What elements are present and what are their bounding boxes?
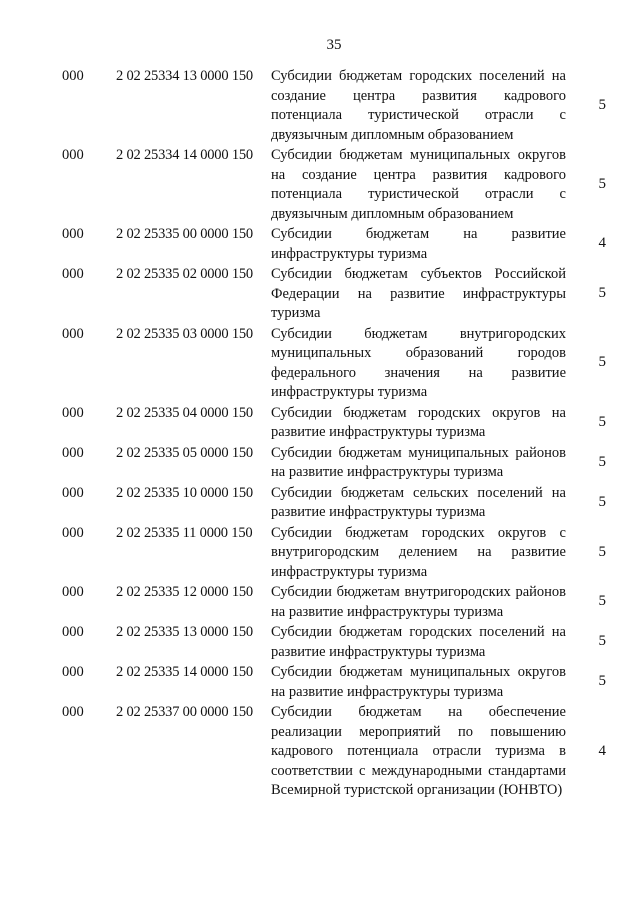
income-name-cell: Субсидии бюджетам муниципальных округов на создание центра развития кадрового потенциала туристической отрасли с двуязычным дипломным образованием bbox=[271, 147, 566, 222]
classification-code-cell: 2 02 25335 02 0000 150 bbox=[116, 266, 253, 282]
income-name-cell: Субсидии бюджетам внутригородских районов на развитие инфраструктуры туризма bbox=[271, 584, 566, 620]
table-row bbox=[62, 582, 608, 622]
admin-code-cell: 000 bbox=[62, 226, 84, 242]
value-text: 5 bbox=[598, 493, 606, 510]
table-row bbox=[62, 324, 608, 403]
admin-code-cell: 000 bbox=[62, 524, 84, 541]
income-name-cell: Субсидии бюджетам на обеспечение реализации мероприятий по повышению кадрового потенциала отрасли туризма в соответствии с международными стандартами Всемирной туристской организации (ЮНВТО) bbox=[271, 704, 566, 798]
value-text: 5 bbox=[598, 96, 606, 113]
page-number: 35 bbox=[326, 37, 342, 53]
admin-code-cell: 000 bbox=[62, 704, 84, 720]
income-name-cell: Субсидии бюджетам городских поселений на создание центра развития кадрового потенциала туристической отрасли с двуязычным дипломным образованием bbox=[271, 68, 566, 143]
value-text: 5 bbox=[598, 354, 606, 371]
classification-code-cell: 2 02 25334 13 0000 150 bbox=[116, 68, 253, 84]
classification-code-cell: 2 02 25335 14 0000 150 bbox=[116, 664, 253, 680]
admin-code-cell: 000 bbox=[62, 325, 84, 342]
admin-code-cell: 000 bbox=[62, 266, 84, 282]
value-text: 5 bbox=[598, 413, 606, 430]
admin-code-cell: 000 bbox=[62, 68, 84, 84]
income-name-cell: Субсидии бюджетам городских округов с внутригородским делением на развитие инфраструктуры туризма bbox=[271, 524, 566, 580]
admin-code-cell: 000 bbox=[62, 147, 84, 163]
income-name-cell: Субсидии бюджетам субъектов Российской Федерации на развитие инфраструктуры туризма bbox=[271, 266, 566, 321]
value-cell bbox=[566, 66, 608, 145]
table-row bbox=[62, 66, 608, 145]
value-cell bbox=[566, 443, 608, 483]
value-text: 4 bbox=[598, 235, 606, 252]
value-text: 5 bbox=[598, 175, 606, 192]
value-text: 5 bbox=[598, 673, 606, 690]
income-name-cell: Субсидии бюджетам внутригородских муниципальных образований городов федерального значения на развитие инфраструктуры туризма bbox=[271, 325, 566, 400]
value-text: 5 bbox=[598, 285, 606, 301]
classification-code-cell: 2 02 25335 03 0000 150 bbox=[116, 325, 253, 342]
value-cell bbox=[566, 483, 608, 523]
value-text: 5 bbox=[598, 453, 606, 470]
table-row bbox=[62, 483, 608, 523]
value-text: 5 bbox=[598, 633, 606, 650]
income-name-cell: Субсидии бюджетам муниципальных районов на развитие инфраструктуры туризма bbox=[271, 444, 566, 480]
value-cell bbox=[566, 702, 608, 801]
admin-code-cell: 000 bbox=[62, 624, 84, 640]
table-row bbox=[62, 662, 608, 702]
classification-code-cell: 2 02 25335 10 0000 150 bbox=[116, 484, 253, 501]
value-cell bbox=[566, 224, 608, 264]
value-text: 4 bbox=[598, 742, 606, 759]
admin-code-cell: 000 bbox=[62, 444, 84, 461]
value-cell bbox=[566, 324, 608, 403]
income-name-cell: Субсидии бюджетам сельских поселений на развитие инфраструктуры туризма bbox=[271, 484, 566, 520]
table-row bbox=[62, 264, 608, 324]
income-name-cell: Субсидии бюджетам на развитие инфраструктуры туризма bbox=[271, 226, 566, 262]
table-row bbox=[62, 403, 608, 443]
value-cell bbox=[566, 622, 608, 662]
income-name-cell: Субсидии бюджетам городских поселений на развитие инфраструктуры туризма bbox=[271, 624, 566, 660]
table-row bbox=[62, 145, 608, 224]
admin-code-cell: 000 bbox=[62, 404, 84, 421]
value-text: 5 bbox=[598, 593, 606, 610]
table-row bbox=[62, 622, 608, 662]
income-name-cell: Субсидии бюджетам муниципальных округов на развитие инфраструктуры туризма bbox=[271, 664, 566, 700]
classification-code-cell: 2 02 25335 13 0000 150 bbox=[116, 624, 253, 640]
value-cell bbox=[566, 662, 608, 702]
value-cell bbox=[566, 264, 608, 324]
classification-code-cell: 2 02 25335 00 0000 150 bbox=[116, 226, 253, 242]
admin-code-cell: 000 bbox=[62, 664, 84, 680]
value-cell bbox=[566, 523, 608, 583]
admin-code-cell: 000 bbox=[62, 484, 84, 501]
classification-code-cell: 2 02 25335 05 0000 150 bbox=[116, 444, 253, 461]
table-row bbox=[62, 702, 608, 801]
classification-code-cell: 2 02 25334 14 0000 150 bbox=[116, 147, 253, 163]
value-text: 5 bbox=[598, 543, 606, 560]
table-row bbox=[62, 443, 608, 483]
admin-code-cell: 000 bbox=[62, 584, 84, 600]
classification-code-cell: 2 02 25335 04 0000 150 bbox=[116, 404, 253, 421]
table-row bbox=[62, 523, 608, 583]
classification-code-cell: 2 02 25337 00 0000 150 bbox=[116, 704, 253, 720]
value-cell bbox=[566, 582, 608, 622]
table-row bbox=[62, 224, 608, 264]
value-cell bbox=[566, 403, 608, 443]
classification-code-cell: 2 02 25335 11 0000 150 bbox=[116, 524, 253, 541]
value-cell bbox=[566, 145, 608, 224]
classification-code-cell: 2 02 25335 12 0000 150 bbox=[116, 584, 253, 600]
budget-classification-table bbox=[62, 66, 608, 801]
income-name-cell: Субсидии бюджетам городских округов на развитие инфраструктуры туризма bbox=[271, 404, 566, 440]
